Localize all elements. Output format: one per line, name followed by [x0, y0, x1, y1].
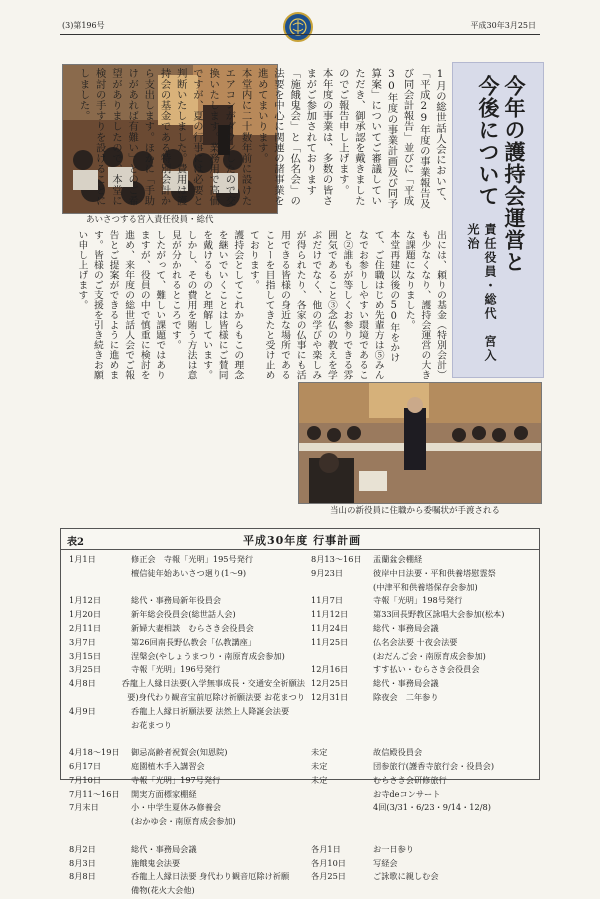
schedule-row [311, 789, 537, 803]
schedule-date: 11月24日 [311, 622, 349, 633]
schedule-event: 寺報「光明」196号発行 [131, 664, 221, 675]
schedule-row [69, 720, 305, 734]
article-title-box [452, 62, 544, 378]
schedule-event: 仏名会法要 十夜会法要 [373, 636, 458, 647]
schedule-date [69, 568, 131, 582]
schedule-row [69, 844, 305, 858]
schedule-date: 4月18～19日 [69, 747, 120, 758]
schedule-date: 11月7日 [311, 595, 344, 606]
schedule-row [311, 706, 537, 720]
schedule-date: 未定 [311, 747, 328, 758]
schedule-date [311, 706, 373, 720]
schedule-row [311, 844, 537, 858]
schedule-date: 1月20日 [69, 609, 102, 620]
schedule-event [131, 733, 305, 747]
schedule-row [311, 582, 537, 596]
schedule-date [311, 830, 373, 844]
schedule-row [311, 830, 537, 844]
schedule-event: 寺報「光明」197号発行 [131, 774, 221, 785]
header-rule [60, 34, 540, 35]
schedule-event [373, 706, 537, 720]
schedule-row [69, 692, 305, 706]
schedule-event: 御忌高齢者祝賀会(知恩院) [131, 747, 228, 758]
schedule-date: 4月8日 [69, 678, 96, 689]
schedule-event [131, 582, 305, 596]
schedule-date [311, 582, 373, 596]
schedule-event: 檀信徒年始あいさつ廻り(1～9) [131, 567, 247, 578]
schedule-row [69, 582, 305, 596]
schedule-event: 団参旅行(護香寺旅行会・役員会) [373, 760, 495, 771]
schedule-row [69, 568, 305, 582]
schedule-row [69, 637, 305, 651]
schedule-row [311, 761, 537, 775]
schedule-event [373, 733, 537, 747]
schedule-date [311, 816, 373, 830]
schedule-row [311, 733, 537, 747]
schedule-date [69, 582, 131, 596]
schedule-row [311, 871, 537, 885]
schedule-date: 8月8日 [69, 871, 96, 882]
schedule-row [69, 733, 305, 747]
temple-crest-icon [283, 12, 313, 42]
schedule-event: 備物(花火大会他) [131, 885, 195, 896]
schedule-row [311, 692, 537, 706]
schedule-row [69, 885, 305, 899]
schedule-row [311, 858, 537, 872]
schedule-event [373, 720, 537, 734]
schedule-date: 未定 [311, 774, 328, 785]
schedule-date: 7月末日 [69, 802, 99, 813]
schedule-event: 呑龍上人縁日祈願法要 法然上人降誕会法要 [131, 705, 290, 716]
schedule-event: 第26回南長野仏教会「仏教講座」 [131, 636, 257, 647]
schedule-date: 9月23日 [311, 567, 344, 578]
schedule-event [131, 830, 305, 844]
schedule-row [69, 789, 305, 803]
schedule-date [69, 692, 127, 706]
schedule-row [311, 623, 537, 637]
schedule-event: (おだんご会・南原育成会参加) [373, 650, 486, 661]
schedule-event: 呑龍上人縁日法要(入学無事成長・交通安全祈願法 [121, 678, 305, 689]
schedule-date: 8月2日 [69, 843, 96, 854]
schedule-event: 小・中学生夏休み修養会 [131, 802, 222, 813]
schedule-row [311, 637, 537, 651]
schedule-event: 総代・事務局会議 [373, 678, 439, 689]
schedule-date [311, 651, 373, 665]
schedule-date [69, 885, 131, 899]
schedule-row [69, 623, 305, 637]
schedule-event: 総代・事務局新年役員会 [131, 595, 222, 606]
schedule-event: 写経会 [373, 857, 398, 868]
schedule-date: 3月25日 [69, 664, 102, 675]
schedule-date: 2月11日 [69, 622, 102, 633]
schedule-event: 故信殿役員会 [373, 747, 423, 758]
schedule-date [69, 720, 131, 734]
schedule-row [69, 761, 305, 775]
schedule-date: 8月3日 [69, 857, 96, 868]
schedule-row [311, 802, 537, 816]
schedule-event: 総代・事務局会議 [131, 843, 197, 854]
schedule-event: 呑龍上人縁日法要 身代わり観音厄除け祈願 [131, 871, 290, 882]
schedule-event: 新婦大妻相談 むらさき会役員会 [131, 622, 254, 633]
schedule-event: 開実方面標家棚経 [131, 788, 197, 799]
schedule-event: (おかゆ会・南原育成会参加) [131, 816, 236, 827]
top-photo-caption: あいさつする宮入責任役員・総代 [86, 215, 214, 225]
schedule-date: 未定 [311, 760, 328, 771]
schedule-row [69, 595, 305, 609]
page-issue: (3)第196号 [62, 21, 105, 30]
schedule-date [69, 816, 131, 830]
schedule-date [311, 733, 373, 747]
schedule-row [311, 651, 537, 665]
schedule-date: 12月25日 [311, 678, 349, 689]
schedule-event: 涅槃会(やしょうまつり・南原育成会参加) [131, 650, 285, 661]
schedule-date: 3月15日 [69, 650, 102, 661]
schedule-row [311, 554, 537, 568]
schedule-event: ご詠歌に親しむ会 [373, 871, 439, 882]
schedule-date: 12月31日 [311, 691, 349, 702]
article-author: 責任役員・総代 宮入 光治 [466, 223, 497, 377]
schedule-row [69, 554, 305, 568]
schedule-date: 11月25日 [311, 636, 349, 647]
schedule-event: (中津平和供養塔保存会参加) [373, 581, 478, 592]
schedule-event: 要)身代わり観音宝前厄除け祈願法要 お花まつり [127, 691, 305, 702]
schedule-date [311, 720, 373, 734]
schedule-rule [61, 549, 539, 550]
schedule-event: お一日参り [373, 843, 414, 854]
schedule-row [69, 747, 305, 761]
schedule-event: 盂蘭盆会棚経 [373, 554, 423, 564]
schedule-row [311, 568, 537, 582]
schedule-event: お花まつり [131, 719, 172, 730]
schedule-event: 新年総会役員会(総世話人会) [131, 609, 236, 620]
schedule-row [311, 609, 537, 623]
schedule-title: 平成30年度 行事計画 [243, 534, 362, 547]
schedule-event: むらさき会研修旅行 [373, 774, 447, 785]
issue-date: 平成30年3月25日 [470, 21, 536, 30]
schedule-left-column [69, 554, 305, 899]
schedule-date: 8月13～16日 [311, 554, 362, 564]
schedule-row [69, 830, 305, 844]
schedule-date: 3月7日 [69, 636, 96, 647]
ceremony-photo [298, 382, 542, 504]
schedule-right-column [311, 554, 537, 885]
schedule-row [69, 664, 305, 678]
schedule-row [69, 802, 305, 816]
schedule-row [311, 747, 537, 761]
schedule-event: 除夜会 二年参り [373, 691, 439, 702]
schedule-date [69, 830, 131, 844]
schedule-label: 表2 [67, 537, 84, 548]
schedule-row [69, 858, 305, 872]
schedule-row [311, 595, 537, 609]
schedule-event: 総代・事務局会議 [373, 622, 439, 633]
schedule-date: 1月1日 [69, 554, 96, 564]
bottom-photo-caption: 当山の新役員に住職から委嘱状が手渡される [330, 506, 501, 516]
schedule-date: 各月1日 [311, 843, 341, 854]
schedule-row [311, 775, 537, 789]
schedule-date [311, 789, 373, 803]
schedule-event: 寺報「光明」198号発行 [373, 595, 463, 606]
schedule-event: 彼岸中日法要・平和供養塔慰霊祭 [373, 567, 496, 578]
schedule-date [311, 802, 373, 816]
schedule-row [311, 664, 537, 678]
schedule-row [69, 816, 305, 830]
schedule-date: 7月10日 [69, 774, 102, 785]
schedule-date: 各月10日 [311, 857, 346, 868]
schedule-row [69, 651, 305, 665]
schedule-row [311, 816, 537, 830]
schedule-row [69, 609, 305, 623]
schedule-row [69, 706, 305, 720]
schedule-date: 4月9日 [69, 705, 96, 716]
schedule-event: すす払い・むらさき会役員会 [373, 664, 480, 675]
schedule-row [311, 678, 537, 692]
schedule-event [373, 816, 537, 830]
schedule-date: 11月12日 [311, 609, 349, 620]
article-body-1: 1月の総世話人会において、「平成29年度の事業報告及び同会計報告」並びに「平成30年度の事業計画及び同予算案」についてご審議していただき、御承認を戴きましたのでご報告申し上げます。 本年度の事業は、多数の皆さまがご参加されております「施餓鬼会」と「仏名会」の法要を中心に関連の諸事業を進めてまいります。 本堂内に二十数年前に設けたエアコンがダウンしたので交換いたします。業務用で高価ですが、夏の行事には必要と判断いたしました。費用は護持会の基金である特別会計から支出します。ほかに「手助けがあれば有難い」とのご希望がありましたので、本堂に検討の手すりを設けることにしました。 [77, 68, 446, 209]
schedule-event: 施餓鬼会法要 [131, 857, 181, 868]
schedule-row [69, 871, 305, 885]
article-title: 今年の護持会運営と 今後について [476, 75, 527, 273]
article-body-2: 出には、頼りの基金（特別会計）も少なくなり、護持会運営の大きな課題になりました。 本堂再建以後の50年をかけて、ご住職はじめ先輩方は⑤みんなでお参りしやすい環境であること②誰もが等しくお参りできる雰囲気であること③念仏の教えを学ぶだけでなく、他の学びや楽しみが得られたり、各家の仏事にも活用できる皆様の身近な場所であることーを目指してきたと受け止めております。 護持会としてこれからもこの理念を継いでいくことは皆様にご賛同を戴けるものと理解しています。しかし、その費用を賄う方法は意見が分かれるところです。 したがって、難しい課題ではありますが、役員の中で慎重に検討を進め、来年度の総世話人会でご報告とご提案ができるように進めます。皆様のご支援を引き続きお願い申し上げます。 [76, 230, 446, 380]
schedule-row [69, 775, 305, 789]
schedule-row [69, 678, 305, 692]
schedule-event: 4回(3/31・6/23・9/14・12/8) [373, 802, 491, 813]
schedule-event: 庭園植木手入講習会 [131, 760, 205, 771]
schedule-event: お寺deコンサート [373, 788, 441, 799]
schedule-event: 第33回長野教区詠唱大会参加(松本) [373, 609, 505, 620]
schedule-date: 12月16日 [311, 664, 349, 675]
schedule-date: 7月11～16日 [69, 788, 120, 799]
schedule-date [69, 733, 131, 747]
schedule-date: 1月12日 [69, 595, 102, 606]
schedule-date: 各月25日 [311, 871, 346, 882]
schedule-row [311, 720, 537, 734]
schedule-event: 修正会 寺報「光明」195号発行 [131, 554, 254, 564]
schedule-date: 6月17日 [69, 760, 102, 771]
event-schedule [60, 528, 540, 896]
schedule-event [373, 830, 537, 844]
